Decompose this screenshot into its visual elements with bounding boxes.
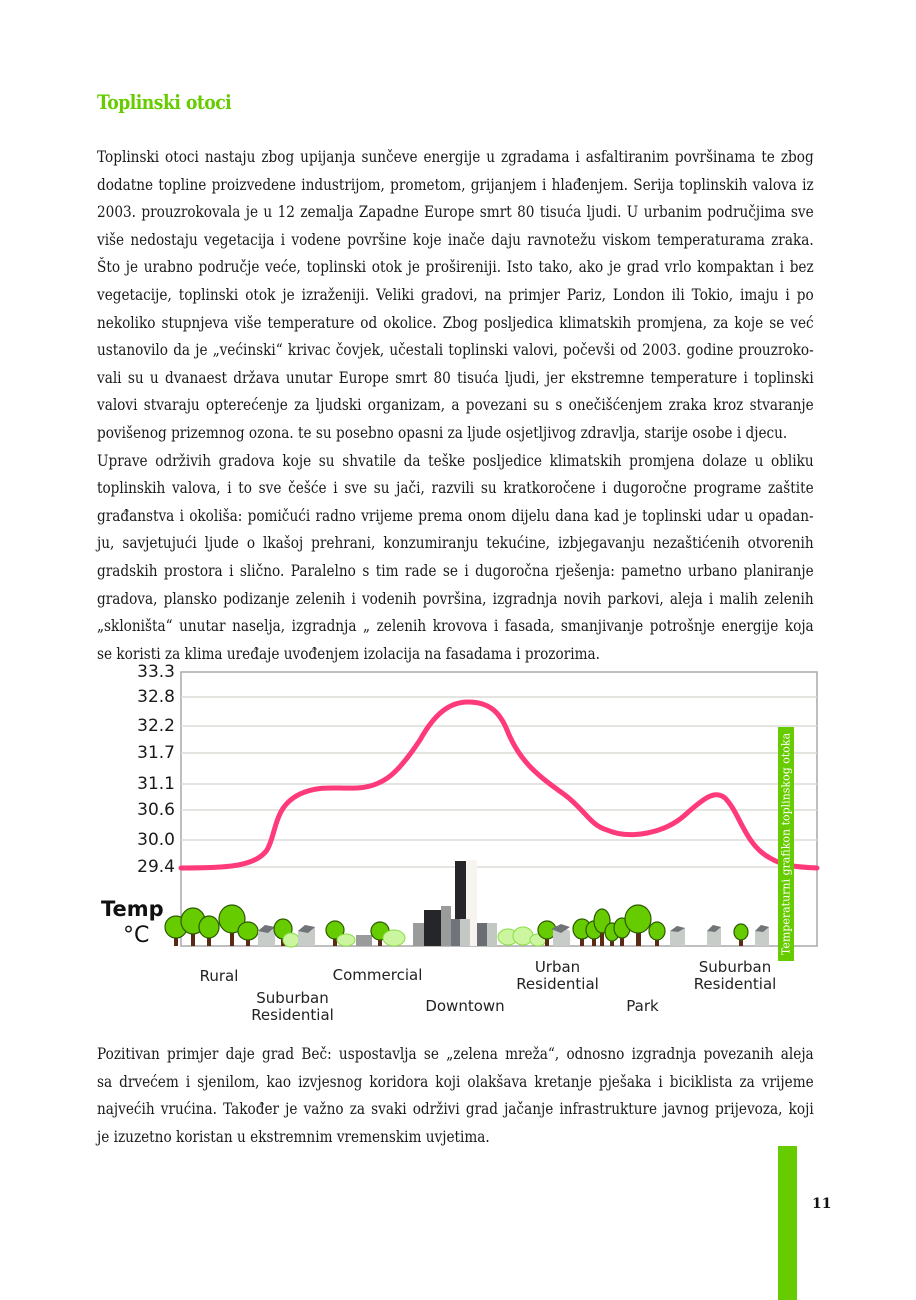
text-line: Toplinski otoci nastaju zbog upijanja sunčeve energije u zgradama i asfaltiranim površinama te zbog <box>97 148 814 166</box>
building-icon <box>455 861 466 919</box>
text-line: Što je urabno područje veće, toplinski otok je prošireniji. Isto tako, ako je grad vrlo kompaktan i bez <box>97 258 814 277</box>
building-icon <box>451 919 460 946</box>
y-axis-unit: °C <box>123 923 150 948</box>
x-category-label: Suburban Residential <box>693 958 777 993</box>
y-tick-label: 32.2 <box>137 716 175 736</box>
text-line: građanstva i okoliša: pomičući radno vrijeme prema onom dijelu dana kad je toplinski udar u opadan- <box>97 506 814 525</box>
chart-caption: Temperaturni grafikon toplinskog otoka <box>779 732 793 956</box>
page-accent-bar <box>778 1146 797 1300</box>
y-tick-label: 33.3 <box>137 662 175 682</box>
text-line: „skloništa“ unutar naselja, izgradnja „ zelenih krovova i fasada, smanjivanje potrošnje energije koja <box>97 617 814 636</box>
y-tick-label: 31.1 <box>137 774 175 794</box>
x-category-label: Downtown <box>425 997 505 1015</box>
text-line: ju, savjetujući ljude o lkašoj prehrani, konzumiranju tekućine, izbjegavanju nezaštićenih otvorenih <box>97 534 814 553</box>
text-line: vegetacije, toplinski otok je izraženiji. Veliki gradovi, na primjer Pariz, London ili Tokio, imaju i po <box>97 285 814 304</box>
text-line: najvećih vrućina. Također je važno za svaki održivi grad jačanje infrastrukture javnog prijevoza, koji <box>97 1100 814 1119</box>
y-tick-label: 31.7 <box>137 743 175 763</box>
text-line: više nedostaju vegetacija i vodene površine koje inače daju ravnotežu viskom temperaturama zraka. <box>97 230 814 249</box>
x-category-label: Urban Residential <box>516 958 599 993</box>
heat-island-chart <box>95 655 835 1025</box>
x-category-label: Suburban Residential <box>251 989 334 1024</box>
text-line: gradskih prostora i slično. Paralelno s tim rade se i dugoročna rješenja: pametno urbano planiranje <box>97 561 814 580</box>
y-tick-label: 29.4 <box>137 857 175 877</box>
x-category-label: Rural <box>199 967 239 985</box>
building-icon <box>424 910 441 946</box>
building-icon <box>441 906 451 946</box>
building-icon <box>356 935 372 946</box>
building-icon <box>460 919 470 946</box>
text-line: sa drvećem i sjenilom, kao izvjesnog koridora koji olakšava kretanje pješaka i biciklista za vrijeme <box>97 1072 814 1091</box>
text-line: je izuzetno koristan u ekstremnim vremenskim uvjetima. <box>97 1127 490 1146</box>
text-line: nekoliko stupnjeva više temperature od okolice. Zbog posljedica klimatskih promjena, za koje se već <box>97 313 814 332</box>
x-category-label: Park <box>626 997 659 1015</box>
section-title: Toplinski otoci <box>97 90 232 114</box>
body-paragraph-heat-islands <box>97 144 814 668</box>
text-line: se koristi za klima uređaje uvođenjem izolacija na fasadama i prozorima. <box>97 644 600 663</box>
text-line: dodatne topline proizvedene industrijom, prometom, grijanjem i hlađenjem. Serija toplinskih valova iz <box>97 175 814 194</box>
y-tick-label: 32.8 <box>137 687 175 707</box>
building-icon <box>487 923 497 946</box>
body-paragraph-vienna-example <box>97 1041 814 1151</box>
text-line: toplinskih valova, i to sve češće i sve su jači, razvili su kratkoročene i dugoročne programe zaštite <box>97 479 814 498</box>
y-tick-label: 30.6 <box>137 800 175 820</box>
text-line: povišenog prizemnog ozona. te su posebno opasni za ljude osjetljivog zdravlja, starije osobe i djecu. <box>97 423 788 442</box>
text-line: gradova, plansko podizanje zelenih i vodenih površina, izgradnja novih parkovi, aleja i malih zelenih <box>97 589 814 608</box>
text-line: Uprave održivih gradova koje su shvatile da teške posljedice klimatskih promjena dolaze u obliku <box>97 451 814 470</box>
y-tick-label: 30.0 <box>137 830 175 850</box>
chart-caption-badge <box>778 727 794 961</box>
text-line: Pozitivan primjer daje grad Beč: uspostavlja se „zelena mreža“, odnosno izgradnja povezanih aleja <box>97 1045 814 1063</box>
bush-icon <box>337 934 355 946</box>
bush-icon <box>283 933 299 947</box>
building-icon <box>413 923 425 946</box>
text-line: valovi stvaraju opterećenje za ljudski organizam, a povezani su s onečišćenjem zraka kroz stvaranje <box>97 396 814 415</box>
bush-icon <box>383 930 405 946</box>
text-line: 2003. prouzrokovala je u 12 zemalja Zapadne Europe smrt 80 tisuća ljudi. U urbanim područjima sve <box>97 203 814 222</box>
text-line: ustanovilo da je „većinski“ krivac čovjek, učestali toplinski valovi, počevši od 2003. godine prouzroko- <box>97 341 814 360</box>
y-axis-label: Temp <box>101 897 164 921</box>
page-number: 11 <box>812 1196 832 1212</box>
x-category-label: Commercial <box>332 966 423 984</box>
bush-icon <box>513 927 533 945</box>
text-line: vali su u dvanaest država unutar Europe smrt 80 tisuća ljudi, jer ekstremne temperature i toplinski <box>97 368 814 387</box>
building-icon <box>477 923 487 946</box>
